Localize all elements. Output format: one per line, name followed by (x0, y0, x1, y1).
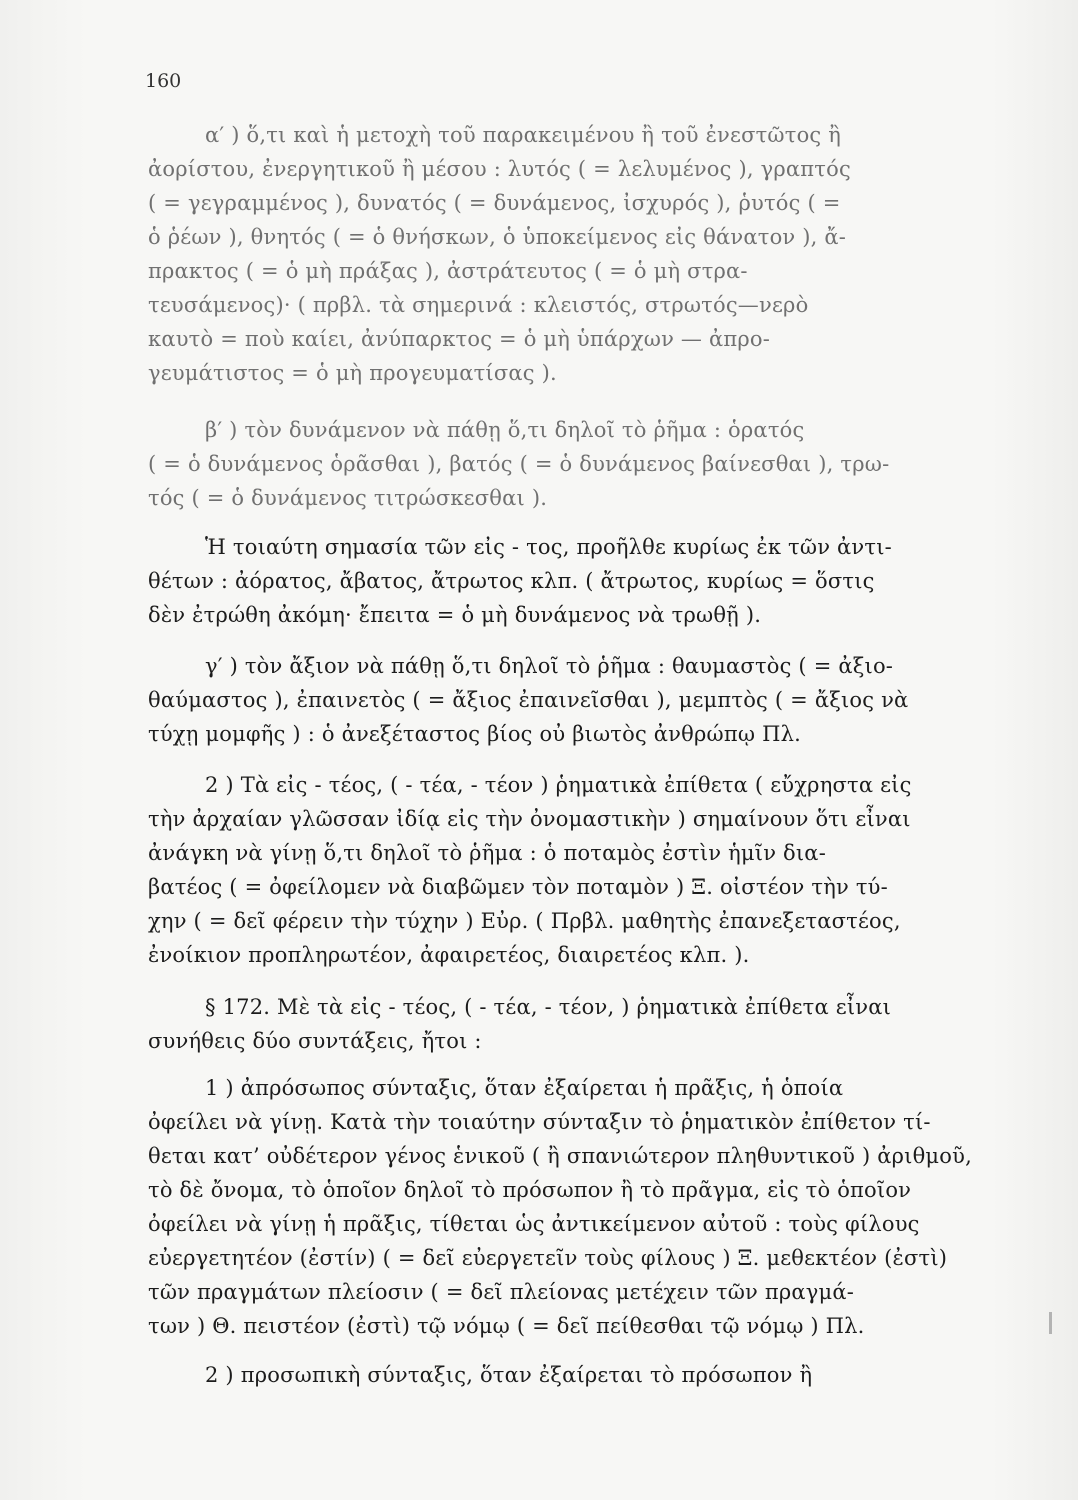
text-line-21: βατέος ( = ὀφείλομεν νὰ διαβῶμεν τὸν ποταμὸν ) Ξ. οἰστέον τὴν τύ- (148, 875, 888, 899)
text-line-3: ( = γεγραμμένος ), δυνατός ( = δυνάμενος, ἰσχυρός ), ῥυτός ( = (148, 191, 841, 215)
text-line-26: 1 ) ἀπρόσωπος σύνταξις, ὅταν ἐξαίρεται ἡ πρᾶξις, ἡ ὁποία (205, 1076, 844, 1100)
text-line-1: α′ ) ὅ,τι καὶ ἡ μετοχὴ τοῦ παρακειμένου ἢ τοῦ ἐνεστῶτος ἢ (205, 123, 842, 147)
text-line-20: ἀνάγκη νὰ γίνῃ ὅ,τι δηλοῖ τὸ ῥῆμα : ὁ ποταμὸς ἐστὶν ἡμῖν δια- (148, 841, 826, 865)
text-line-25: συνήθεις δύο συντάξεις, ἤτοι : (148, 1029, 482, 1053)
text-line-13: θέτων : ἀόρατος, ἄβατος, ἄτρωτος κλπ. ( ἄτρωτος, κυρίως = ὅστις (148, 569, 875, 593)
text-line-19: τὴν ἀρχαίαν γλῶσσαν ἰδίᾳ εἰς τὴν ὀνομαστικὴν ) σημαίνουν ὅτι εἶναι (148, 807, 911, 831)
text-line-2: ἀορίστου, ἐνεργητικοῦ ἢ μέσου : λυτός ( = λελυμένος ), γραπτός (148, 157, 851, 181)
text-line-11: τός ( = ὁ δυνάμενος τιτρώσκεσθαι ). (148, 486, 548, 510)
text-line-4: ὁ ῥέων ), θνητός ( = ὁ θνήσκων, ὁ ὑποκείμενος εἰς θάνατον ), ἄ- (148, 225, 847, 249)
text-line-18: 2 ) Τὰ εἰς - τέος, ( - τέα, - τέον ) ῥηματικὰ ἐπίθετα ( εὔχρηστα εἰς (205, 773, 912, 797)
text-line-24: § 172. Μὲ τὰ εἰς - τέος, ( - τέα, - τέον, ) ῥηματικὰ ἐπίθετα εἶναι (205, 995, 892, 1019)
text-line-30: ὀφείλει νὰ γίνῃ ἡ πρᾶξις, τίθεται ὡς ἀντικείμενον αὐτοῦ : τοὺς φίλους (148, 1212, 920, 1236)
text-line-9: β′ ) τὸν δυνάμενον νὰ πάθῃ ὅ,τι δηλοῖ τὸ ῥῆμα : ὁρατός (205, 418, 805, 442)
text-line-22: χην ( = δεῖ φέρειν τὴν τύχην ) Εὐρ. ( Πρβλ. μαθητὴς ἐπανεξεταστέος, (148, 909, 901, 933)
text-line-6: τευσάμενος)· ( πρβλ. τὰ σημερινά : κλειστός, στρωτός—νερὸ (148, 293, 809, 317)
text-line-5: πρακτος ( = ὁ μὴ πράξας ), ἀστράτευτος ( = ὁ μὴ στρα- (148, 259, 748, 283)
text-line-34: 2 ) προσωπικὴ σύνταξις, ὅταν ἐξαίρεται τὸ πρόσωπον ἢ (205, 1363, 813, 1387)
text-line-15: γ′ ) τὸν ἄξιον νὰ πάθῃ ὅ,τι δηλοῖ τὸ ῥῆμα : θαυμαστὸς ( = ἀξιο- (205, 654, 894, 678)
text-line-16: θαύμαστος ), ἐπαινετὸς ( = ἄξιος ἐπαινεῖσθαι ), μεμπτὸς ( = ἄξιος νὰ (148, 688, 909, 712)
text-line-31: εὐεργετητέον (ἐστίν) ( = δεῖ εὐεργετεῖν τοὺς φίλους ) Ξ. μεθεκτέον (ἐστὶ) (148, 1246, 948, 1270)
text-line-7: καυτὸ = ποὺ καίει, ἀνύπαρκτος = ὁ μὴ ὑπάρχων — ἀπρο- (148, 327, 771, 351)
page-edge-mark (1049, 1312, 1052, 1334)
text-line-23: ἐνοίκιον προπληρωτέον, ἀφαιρετέος, διαιρετέος κλπ. ). (148, 943, 750, 967)
text-line-32: τῶν πραγμάτων πλείοσιν ( = δεῖ πλείονας μετέχειν τῶν πραγμά- (148, 1280, 855, 1304)
text-line-28: θεται κατ’ οὐδέτερον γένος ἑνικοῦ ( ἢ σπανιώτερον πληθυντικοῦ ) ἀριθμοῦ, (148, 1144, 972, 1168)
text-line-17: τύχῃ μομφῆς ) : ὁ ἀνεξέταστος βίος οὐ βιωτὸς ἀνθρώπῳ Πλ. (148, 722, 801, 746)
page-number: 160 (145, 70, 182, 92)
text-line-29: τὸ δὲ ὄνομα, τὸ ὁποῖον δηλοῖ τὸ πρόσωπον ἢ τὸ πρᾶγμα, εἰς τὸ ὁποῖον (148, 1178, 912, 1202)
text-line-8: γευμάτιστος = ὁ μὴ προγευματίσας ). (148, 361, 557, 385)
text-line-14: δὲν ἐτρώθη ἀκόμη· ἔπειτα = ὁ μὴ δυνάμενος νὰ τρωθῇ ). (148, 603, 762, 627)
text-line-12: Ἡ τοιαύτη σημασία τῶν εἰς - τος, προῆλθε κυρίως ἐκ τῶν ἀντι- (205, 535, 892, 559)
text-line-33: των ) Θ. πειστέον (ἐστὶ) τῷ νόμῳ ( = δεῖ πείθεσθαι τῷ νόμῳ ) Πλ. (148, 1314, 865, 1338)
text-line-27: ὀφείλει νὰ γίνῃ. Κατὰ τὴν τοιαύτην σύνταξιν τὸ ῥηματικὸν ἐπίθετον τί- (148, 1110, 931, 1134)
text-line-10: ( = ὁ δυνάμενος ὁρᾶσθαι ), βατός ( = ὁ δυνάμενος βαίνεσθαι ), τρω- (148, 452, 890, 476)
